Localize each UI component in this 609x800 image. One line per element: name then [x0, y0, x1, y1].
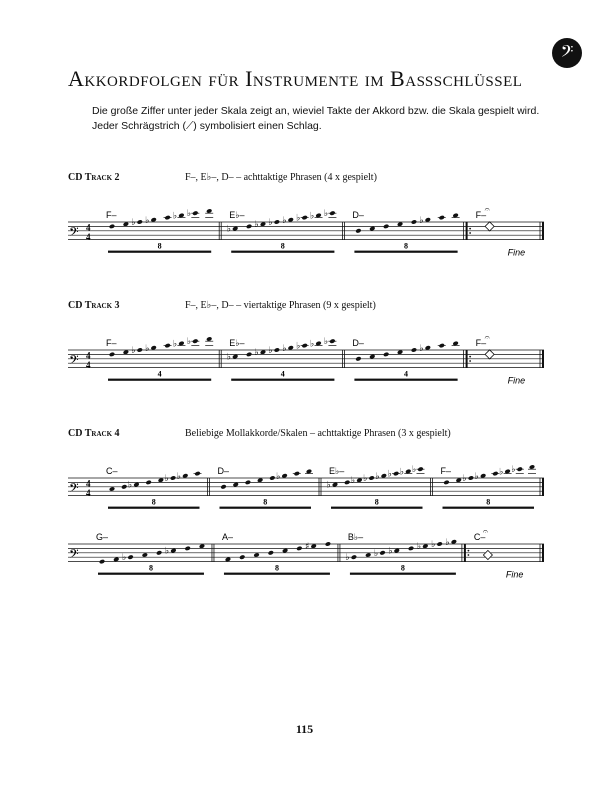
- note-head: [99, 559, 105, 564]
- measure-count: 8: [151, 497, 156, 507]
- chord-symbol: F–: [440, 466, 452, 476]
- chord-symbol: E♭–: [329, 466, 345, 476]
- measure-count: 4: [280, 369, 285, 379]
- flat-icon: ♭: [412, 465, 417, 476]
- track-2-label: CD Track 2: [68, 172, 120, 183]
- repeat-dot: [468, 550, 470, 552]
- flat-icon: ♭: [350, 476, 356, 487]
- flat-icon: ♭: [323, 337, 329, 348]
- note-head: [121, 484, 127, 489]
- note-head: [127, 554, 133, 559]
- note-head: [109, 224, 115, 229]
- note-head: [301, 215, 307, 220]
- chord-symbol: F–: [106, 210, 117, 220]
- flat-icon: ♭: [419, 215, 424, 226]
- final-barline: [542, 544, 544, 562]
- note-head: [220, 484, 226, 489]
- note-head: [164, 215, 170, 220]
- note-head: [274, 347, 280, 352]
- measure-count: 8: [280, 241, 285, 251]
- chord-symbol: D–: [217, 466, 230, 476]
- repeat-barline: [464, 544, 466, 562]
- time-signature-top: 4: [86, 350, 91, 361]
- whole-note-slash: [485, 222, 494, 231]
- flat-icon: ♭: [226, 224, 231, 235]
- repeat-dot: [469, 356, 471, 358]
- whole-note-slash: [485, 350, 494, 359]
- measure-count: 8: [374, 497, 379, 507]
- flat-icon: ♭: [326, 480, 331, 491]
- note-head: [239, 554, 245, 559]
- flat-icon: ♭: [145, 343, 150, 354]
- note-head: [246, 224, 252, 229]
- note-head: [137, 347, 143, 352]
- measure-duration-bar: [220, 507, 312, 509]
- note-head: [269, 475, 275, 480]
- measure-duration-bar: [224, 573, 330, 575]
- bass-clef-icon: 𝄢: [69, 352, 79, 371]
- track-3-label: CD Track 3: [68, 300, 120, 311]
- note-head: [184, 546, 190, 551]
- flat-icon: ♭: [310, 339, 315, 350]
- flat-icon: ♭: [419, 343, 424, 354]
- flat-icon: ♭: [323, 209, 329, 220]
- flat-icon: ♭: [226, 352, 231, 363]
- chord-symbol: C–: [473, 532, 486, 542]
- track-4-staff-1: [68, 466, 548, 516]
- repeat-dot: [468, 554, 470, 556]
- flat-icon: ♭: [268, 218, 273, 228]
- flat-icon: ♭: [431, 540, 436, 550]
- flat-icon: ♭: [511, 465, 516, 476]
- note-head: [417, 466, 423, 471]
- flat-icon: ♭: [282, 343, 287, 354]
- flat-icon: ♭: [499, 467, 504, 478]
- flat-icon: ♭: [387, 469, 392, 480]
- note-head: [439, 343, 445, 348]
- fermata-icon: 𝄐: [484, 204, 490, 214]
- bass-clef-icon: 𝄢: [69, 480, 79, 499]
- note-head: [145, 480, 151, 485]
- note-head: [245, 480, 251, 485]
- flat-icon: ♭: [254, 348, 259, 359]
- flat-icon: ♭: [186, 209, 192, 220]
- note-head: [344, 480, 350, 485]
- measure-duration-bar: [98, 573, 204, 575]
- flat-icon: ♭: [164, 474, 169, 484]
- chord-symbol: D–: [352, 338, 364, 348]
- measure-duration-bar: [231, 251, 334, 253]
- measure-duration-bar: [350, 573, 456, 575]
- measure-duration-bar: [108, 507, 200, 509]
- final-barline: [542, 478, 544, 496]
- repeat-barline: [466, 350, 468, 368]
- note-head: [170, 475, 176, 480]
- final-barline: [542, 222, 544, 240]
- note-head: [296, 546, 302, 551]
- flat-icon: ♭: [268, 346, 273, 356]
- flat-icon: ♭: [373, 548, 379, 559]
- measure-count: 8: [157, 241, 162, 251]
- flat-icon: ♭: [474, 471, 479, 482]
- measure-count: 4: [157, 369, 162, 379]
- flat-icon: ♭: [375, 471, 380, 482]
- repeat-barline: [466, 222, 468, 240]
- note-head: [137, 219, 143, 224]
- note-head: [443, 480, 449, 485]
- flat-icon: ♭: [172, 211, 178, 222]
- measure-duration-bar: [108, 251, 211, 253]
- sharp-icon: ♯: [305, 542, 310, 553]
- track-2-description: F–, E♭–, D– – achttaktige Phrasen (4 x gespielt): [185, 172, 377, 183]
- flat-icon: ♭: [399, 467, 405, 478]
- note-head: [379, 550, 385, 555]
- bass-clef-icon: 𝄢: [69, 546, 79, 565]
- measure-duration-bar: [354, 379, 457, 381]
- flat-icon: ♭: [282, 215, 287, 226]
- flat-icon: ♭: [254, 220, 259, 231]
- note-head: [492, 471, 498, 476]
- chord-symbol: F–: [475, 210, 487, 220]
- note-head: [383, 224, 389, 229]
- flat-icon: ♭: [186, 337, 192, 348]
- flat-icon: ♭: [296, 213, 301, 224]
- note-head: [329, 210, 335, 215]
- measure-count: 4: [404, 369, 409, 379]
- chord-symbol: B♭–: [347, 532, 364, 542]
- note-head: [368, 475, 374, 480]
- fermata-icon: 𝄐: [482, 526, 488, 536]
- fine-label: Fine: [505, 569, 524, 580]
- chord-symbol: C–: [106, 466, 118, 476]
- flat-icon: ♭: [388, 546, 393, 557]
- time-signature-bottom: 4: [86, 488, 91, 499]
- repeat-dot: [469, 360, 471, 362]
- measure-duration-bar: [354, 251, 457, 253]
- track-3-description: F–, E♭–, D– – viertaktige Phrasen (9 x gespielt): [185, 300, 376, 311]
- chord-symbol: G–: [96, 532, 109, 542]
- bass-clef-badge-icon: 𝄢: [552, 38, 582, 68]
- note-head: [411, 219, 417, 224]
- page-number: 115: [295, 722, 314, 736]
- track-4-description: Beliebige Mollakkorde/Skalen – achttaktige Phrasen (3 x gespielt): [185, 428, 451, 439]
- flat-icon: ♭: [363, 474, 368, 484]
- whole-note-slash: [483, 550, 492, 559]
- note-head: [274, 219, 280, 224]
- note-head: [355, 228, 361, 233]
- measure-count: 8: [400, 563, 405, 573]
- track-2-staff: [68, 204, 548, 260]
- measure-count: 8: [263, 497, 268, 507]
- flat-icon: ♭: [131, 346, 136, 356]
- measure-count: 8: [404, 241, 409, 251]
- measure-duration-bar: [443, 507, 535, 509]
- flat-icon: ♭: [176, 471, 182, 482]
- repeat-dot: [469, 232, 471, 234]
- track-4-label: CD Track 4: [68, 428, 120, 439]
- note-head: [192, 338, 198, 343]
- fine-label: Fine: [507, 247, 526, 258]
- flat-icon: ♭: [131, 218, 136, 228]
- note-head: [325, 541, 331, 546]
- measure-duration-bar: [108, 379, 211, 381]
- measure-count: 8: [486, 497, 491, 507]
- measure-count: 8: [148, 563, 153, 573]
- flat-icon: ♭: [122, 553, 127, 564]
- note-head: [246, 352, 252, 357]
- note-head: [192, 210, 198, 215]
- chord-symbol: F–: [106, 338, 117, 348]
- note-head: [436, 541, 442, 546]
- flat-icon: ♭: [345, 553, 350, 564]
- fine-label: Fine: [507, 375, 526, 386]
- note-head: [156, 550, 162, 555]
- note-head: [329, 338, 335, 343]
- measure-duration-bar: [231, 379, 334, 381]
- flat-icon: ♭: [164, 546, 170, 557]
- note-head: [408, 546, 414, 551]
- note-head: [517, 466, 523, 471]
- chord-symbol: E♭–: [229, 338, 245, 348]
- flat-icon: ♭: [416, 542, 422, 553]
- measure-count: 8: [274, 563, 279, 573]
- flat-icon: ♭: [462, 474, 467, 484]
- fermata-icon: 𝄐: [484, 332, 490, 342]
- flat-icon: ♭: [445, 537, 450, 548]
- flat-icon: ♭: [276, 471, 281, 482]
- note-head: [351, 554, 357, 559]
- flat-icon: ♭: [172, 339, 178, 350]
- measure-duration-bar: [331, 507, 423, 509]
- repeat-dot: [469, 228, 471, 230]
- intro-text: Die große Ziffer unter jeder Skala zeigt an, wieviel Takte der Akkord bzw. die Skala gespielt wird. Jeder Schrägstrich (⟋) symbolisiert einen Schlag.: [92, 105, 540, 132]
- note-head: [355, 356, 361, 361]
- note-head: [194, 471, 200, 476]
- track-4-staff-2: [68, 526, 548, 582]
- note-head: [268, 550, 274, 555]
- note-head: [294, 471, 300, 476]
- chord-symbol: D–: [352, 210, 364, 220]
- note-head: [301, 343, 307, 348]
- page-title: Akkordfolgen für Instrumente im Baßschlüssel: [68, 66, 523, 91]
- track-3-staff: [68, 332, 548, 388]
- note-head: [164, 343, 170, 348]
- chord-symbol: E♭–: [229, 210, 245, 220]
- flat-icon: ♭: [145, 215, 150, 226]
- flat-icon: ♭: [310, 211, 315, 222]
- time-signature-bottom: 4: [86, 232, 91, 243]
- time-signature-top: 4: [86, 222, 91, 233]
- bass-clef-icon: 𝄢: [69, 224, 79, 243]
- note-head: [109, 352, 115, 357]
- chord-symbol: F–: [475, 338, 487, 348]
- time-signature-bottom: 4: [86, 360, 91, 371]
- note-head: [468, 475, 474, 480]
- note-head: [393, 471, 399, 476]
- note-head: [383, 352, 389, 357]
- note-head: [439, 215, 445, 220]
- final-barline: [542, 350, 544, 368]
- note-head: [411, 347, 417, 352]
- flat-icon: ♭: [296, 341, 301, 352]
- flat-icon: ♭: [127, 480, 133, 491]
- time-signature-top: 4: [86, 478, 91, 489]
- chord-symbol: A–: [221, 532, 233, 542]
